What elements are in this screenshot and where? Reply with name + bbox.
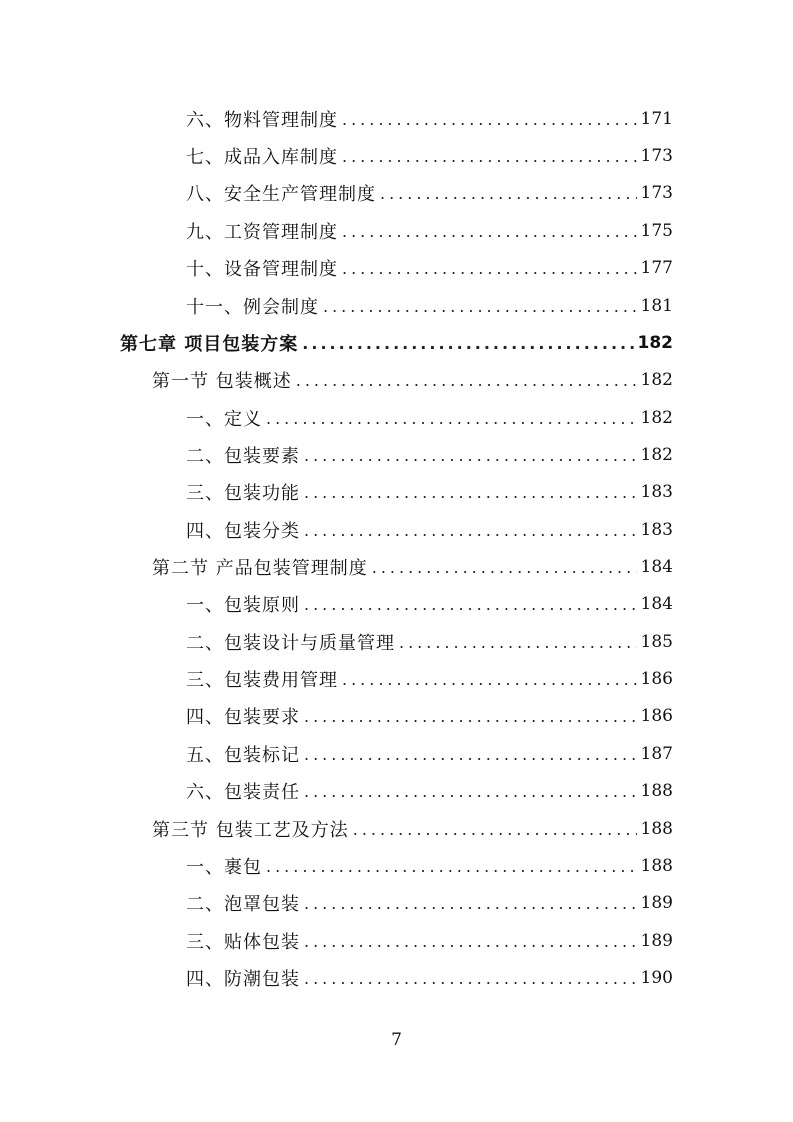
toc-entry-title: 第七章 项目包装方案 [120, 334, 299, 355]
toc-entry[interactable] [186, 742, 673, 766]
toc-entry-title: 六、物料管理制度 [186, 110, 338, 131]
toc-leader-dots [304, 446, 637, 465]
toc-entry-title: 二、包装要素 [186, 446, 300, 467]
toc-entry-page: 181 [640, 296, 673, 316]
toc-entry-title: 四、包装要求 [186, 707, 300, 728]
toc-entry-title: 一、定义 [186, 409, 262, 430]
toc-leader-dots [372, 558, 637, 577]
toc-entry-title: 二、泡罩包装 [186, 894, 300, 915]
toc-entry[interactable] [186, 704, 673, 728]
toc-entry[interactable] [186, 854, 673, 878]
toc-section-entry[interactable] [152, 555, 673, 579]
toc-entry-title: 三、包装功能 [186, 483, 300, 504]
toc-entry-page: 189 [640, 931, 673, 951]
toc-entry[interactable] [186, 518, 673, 542]
toc-entry-title: 十一、例会制度 [186, 297, 319, 318]
toc-leader-dots [304, 521, 637, 540]
toc-leader-dots [323, 297, 637, 316]
toc-entry-page: 186 [640, 669, 673, 689]
toc-leader-dots [304, 782, 637, 801]
toc-chapter-entry[interactable] [120, 331, 673, 355]
toc-entry-page: 184 [640, 594, 673, 614]
toc-entry-title: 十、设备管理制度 [186, 259, 338, 280]
toc-entry[interactable] [186, 294, 673, 318]
toc-entry[interactable] [186, 966, 673, 990]
toc-entry-page: 177 [640, 258, 673, 278]
toc-entry-page: 186 [640, 706, 673, 726]
toc-entry[interactable] [186, 181, 673, 205]
toc-entry-title: 三、贴体包装 [186, 932, 300, 953]
toc-entry-page: 188 [640, 781, 673, 801]
toc-entry-page: 173 [640, 183, 673, 203]
toc-entry-page: 182 [640, 370, 673, 390]
toc-entry[interactable] [186, 667, 673, 691]
toc-leader-dots [266, 409, 637, 428]
toc-entry-title: 六、包装责任 [186, 782, 300, 803]
toc-entry-title: 第二节 产品包装管理制度 [152, 558, 368, 579]
toc-entry-page: 173 [640, 146, 673, 166]
toc-entry-title: 第三节 包装工艺及方法 [152, 820, 349, 841]
toc-entry-page: 188 [640, 819, 673, 839]
toc-entry-page: 182 [640, 445, 673, 465]
toc-entry-title: 七、成品入库制度 [186, 147, 338, 168]
toc-entry-title: 五、包装标记 [186, 745, 300, 766]
toc-leader-dots [266, 857, 637, 876]
toc-entry[interactable] [186, 891, 673, 915]
toc-entry-title: 第一节 包装概述 [152, 371, 292, 392]
toc-leader-dots [296, 371, 637, 390]
toc-entry[interactable] [186, 256, 673, 280]
toc-entry-page: 187 [640, 744, 673, 764]
toc-entry-page: 175 [640, 221, 673, 241]
toc-entry[interactable] [186, 592, 673, 616]
toc-leader-dots [302, 334, 633, 353]
toc-entry-page: 189 [640, 893, 673, 913]
toc-entry-title: 四、包装分类 [186, 521, 300, 542]
toc-entry-title: 一、包装原则 [186, 595, 300, 616]
toc-entry-page: 183 [640, 482, 673, 502]
toc-leader-dots [342, 670, 637, 689]
toc-leader-dots [304, 894, 637, 913]
toc-entry[interactable] [186, 443, 673, 467]
toc-entry-page: 183 [640, 520, 673, 540]
toc-leader-dots [304, 969, 637, 988]
toc-entry-page: 184 [640, 557, 673, 577]
toc-leader-dots [304, 595, 637, 614]
toc-entry-title: 八、安全生产管理制度 [186, 184, 376, 205]
toc-entry[interactable] [186, 406, 673, 430]
toc-leader-dots [342, 110, 637, 129]
toc-entry[interactable] [186, 219, 673, 243]
toc-entry-title: 三、包装费用管理 [186, 670, 338, 691]
toc-entry-page: 188 [640, 856, 673, 876]
toc-entry[interactable] [186, 144, 673, 168]
toc-section-entry[interactable] [152, 817, 673, 841]
toc-leader-dots [304, 745, 637, 764]
toc-leader-dots [342, 222, 637, 241]
toc-entry[interactable] [186, 107, 673, 131]
toc-entry[interactable] [186, 480, 673, 504]
toc-entry-page: 190 [640, 968, 673, 988]
toc-leader-dots [399, 633, 637, 652]
toc-entry-page: 182 [640, 408, 673, 428]
toc-leader-dots [380, 184, 637, 203]
toc-leader-dots [353, 820, 637, 839]
page-number: 7 [391, 1030, 402, 1050]
toc-entry-page: 185 [640, 632, 673, 652]
toc-entry[interactable] [186, 779, 673, 803]
toc-entry-page: 171 [640, 109, 673, 129]
toc-entry[interactable] [186, 929, 673, 953]
toc-leader-dots [304, 707, 637, 726]
toc-entry-title: 四、防潮包装 [186, 969, 300, 990]
toc-leader-dots [304, 483, 637, 502]
toc-entry-title: 二、包装设计与质量管理 [186, 633, 395, 654]
toc-entry-page: 182 [637, 333, 673, 353]
toc-entry[interactable] [186, 630, 673, 654]
toc-leader-dots [342, 259, 637, 278]
toc-entry-title: 九、工资管理制度 [186, 222, 338, 243]
toc-leader-dots [304, 932, 637, 951]
toc-entry-title: 一、裹包 [186, 857, 262, 878]
toc-section-entry[interactable] [152, 368, 673, 392]
toc-leader-dots [342, 147, 637, 166]
